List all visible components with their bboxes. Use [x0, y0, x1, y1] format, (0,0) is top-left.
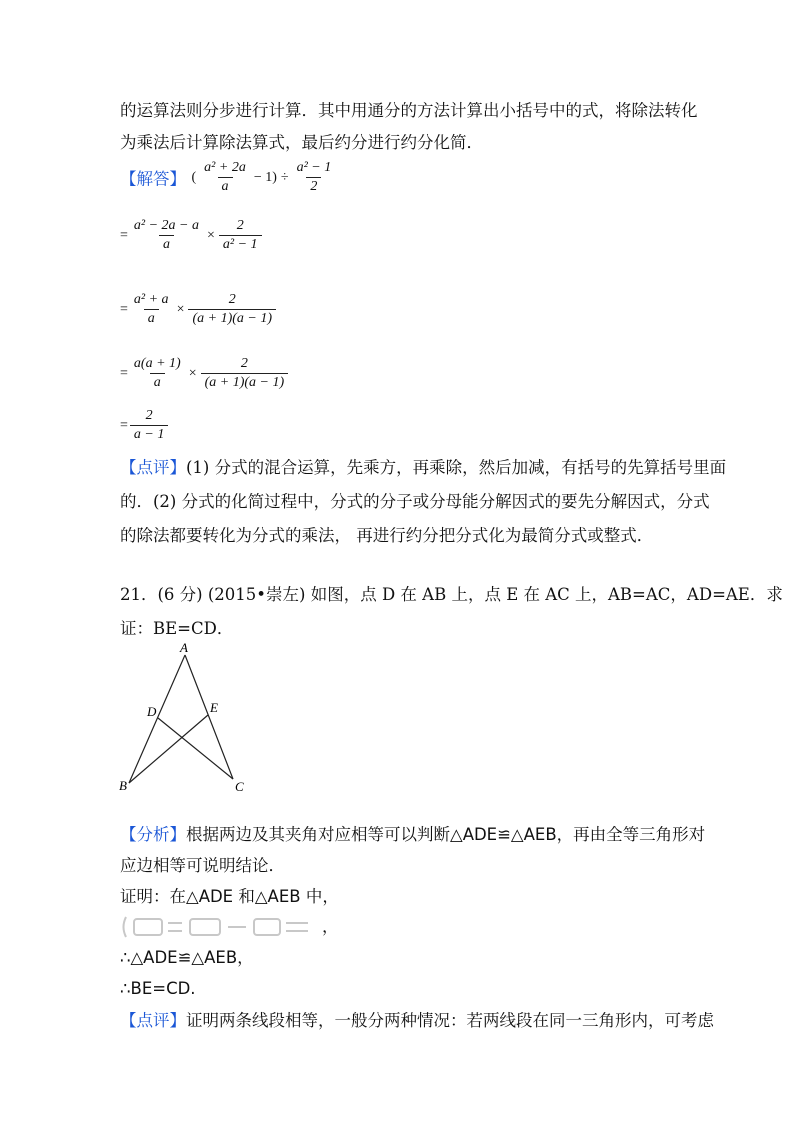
fraction: [293, 160, 336, 195]
solution-step-3: [120, 356, 290, 391]
times-sign: ×: [188, 365, 197, 381]
fraction: [130, 356, 185, 391]
review-text: 证明两条线段相等，一般分两种情况：若两线段在同一三角形内，可考虑: [186, 1011, 714, 1030]
segment-ac: [185, 655, 233, 779]
triangle-figure: [112, 638, 262, 798]
proof-line-2: ∴△ADE≌△AEB，: [120, 948, 254, 967]
denominator: 2: [306, 177, 321, 195]
intro-line-1: 的运算法则分步进行计算．其中用通分的方法计算出小括号中的式，将除法转化: [120, 101, 698, 120]
denominator: a: [159, 235, 174, 253]
intro-line-2: 为乘法后计算除法算式，最后约分进行约分化简．: [120, 133, 483, 152]
minus-one: − 1): [253, 169, 277, 185]
equals-sign: =: [120, 417, 128, 433]
review-1-line-3: 的除法都要转化为分式的乘法， 再进行约分把分式化为最简分式或整式．: [120, 526, 654, 545]
numerator: a² + a: [133, 292, 169, 307]
fraction: [201, 356, 289, 391]
proof-line-3: ∴BE=CD.: [120, 979, 196, 998]
denominator: (a + 1)(a − 1): [188, 309, 276, 327]
analysis-line-1: [120, 824, 705, 846]
solution-step-1: [120, 218, 264, 253]
denominator: a: [218, 177, 233, 195]
proof-line-1: 证明：在△ADE 和△AEB 中，: [120, 887, 339, 906]
faint-equation-image: [120, 914, 320, 940]
denominator: a: [144, 309, 159, 327]
equals-sign: =: [120, 301, 128, 317]
review-1-line-1: [120, 457, 726, 479]
analysis-text: 根据两边及其夹角对应相等可以判断△ADE≌△AEB，再由全等三角形对: [186, 825, 706, 844]
label-d: D: [147, 704, 157, 719]
times-sign: ×: [176, 301, 185, 317]
problem-21-line-2: 证：BE=CD．: [120, 619, 234, 638]
review-tag: 【点评】: [120, 458, 186, 477]
numerator: a² − 1: [296, 160, 332, 175]
denominator: a − 1: [130, 425, 168, 443]
problem-21-line-1: 21．(6 分) (2015•崇左) 如图，点 D 在 AB 上，点 E 在 AC 上，AB=AC，AD=AE．求: [120, 585, 783, 604]
denominator: a: [150, 373, 165, 391]
numerator: a(a + 1): [133, 356, 181, 371]
segment-ab: [129, 655, 185, 783]
solution-step-4: [120, 408, 170, 443]
denominator: (a + 1)(a − 1): [201, 373, 289, 391]
review-2-line-1: [120, 1010, 714, 1032]
analysis-line-2: 应边相等可说明结论．: [120, 856, 285, 875]
equals-sign: =: [120, 365, 128, 381]
review-text: (1) 分式的混合运算，先乘方，再乘除，然后加减，有括号的先算括号里面: [186, 458, 727, 477]
divide-sign: ÷: [280, 169, 289, 185]
label-e: E: [210, 700, 218, 715]
fraction: [219, 218, 262, 253]
numerator: 2: [236, 218, 244, 233]
numerator: 2: [145, 408, 153, 423]
numerator: 2: [228, 292, 236, 307]
open-paren: (: [191, 169, 197, 185]
label-b: B: [119, 778, 127, 793]
label-c: C: [235, 779, 244, 794]
label-a: A: [180, 640, 188, 655]
fraction: [130, 408, 168, 443]
fraction: [130, 292, 173, 327]
numerator: a² − 2a − a: [133, 218, 199, 233]
equals-sign: =: [120, 227, 128, 243]
review-tag: 【点评】: [120, 1011, 186, 1030]
solution-step-2: [120, 292, 278, 327]
solution-tag: 【解答】: [120, 169, 186, 189]
fraction: [130, 218, 203, 253]
review-1-line-2: 的．(2) 分式的化简过程中，分式的分子或分母能分解因式的要先分解因式，分式: [120, 492, 710, 511]
denominator: a² − 1: [219, 235, 262, 253]
comma: ，: [322, 917, 339, 936]
fraction: [188, 292, 276, 327]
fraction: [200, 160, 250, 195]
solution-step-0: [120, 160, 337, 195]
numerator: a² + 2a: [204, 160, 246, 175]
times-sign: ×: [207, 227, 215, 243]
numerator: 2: [240, 356, 248, 371]
analysis-tag: 【分析】: [120, 825, 186, 844]
